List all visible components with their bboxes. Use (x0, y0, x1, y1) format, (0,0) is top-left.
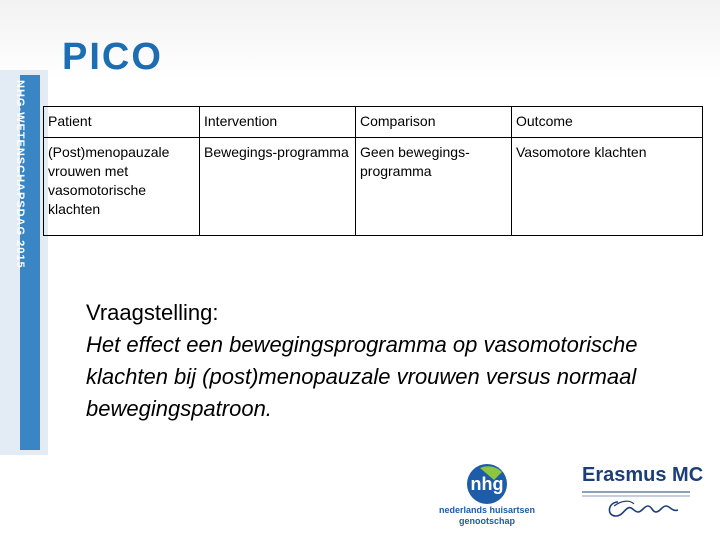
nhg-mark-text: nhg (470, 474, 504, 494)
nhg-caption-line2: genootschap (458, 516, 515, 526)
nhg-caption-line1: nederlands huisartsen (438, 505, 536, 515)
side-label: NHG-WETENSCHAPSDAG 2015 (14, 80, 26, 269)
table-header-row (44, 107, 703, 138)
cell-comparison: Geen bewegings-programma (356, 138, 512, 236)
slide-title: PICO (62, 36, 163, 78)
nhg-logo (432, 460, 542, 530)
header-intervention: Intervention (200, 107, 356, 138)
question-label: Vraagstelling: (86, 300, 219, 325)
nhg-logo-mark (432, 460, 542, 506)
erasmus-signature-icon (578, 462, 698, 532)
cell-intervention: Bewegings-programma (200, 138, 356, 236)
header-comparison: Comparison (356, 107, 512, 138)
pico-table (43, 106, 703, 236)
cell-outcome: Vasomotore klachten (512, 138, 703, 236)
question-text: Het effect een bewegingsprogramma op vasomotorische klachten bij (post)menopauzale vrouwen versus normaal bewegingspatroon. (86, 332, 638, 421)
table-row (44, 138, 703, 236)
nhg-caption (432, 505, 542, 527)
header-outcome: Outcome (512, 107, 703, 138)
research-question (86, 297, 666, 425)
erasmus-mc-logo (578, 462, 704, 532)
cell-patient: (Post)menopauzale vrouwen met vasomotorische klachten (44, 138, 200, 236)
header-patient: Patient (44, 107, 200, 138)
erasmus-mc-name: Erasmus MC (582, 464, 704, 486)
